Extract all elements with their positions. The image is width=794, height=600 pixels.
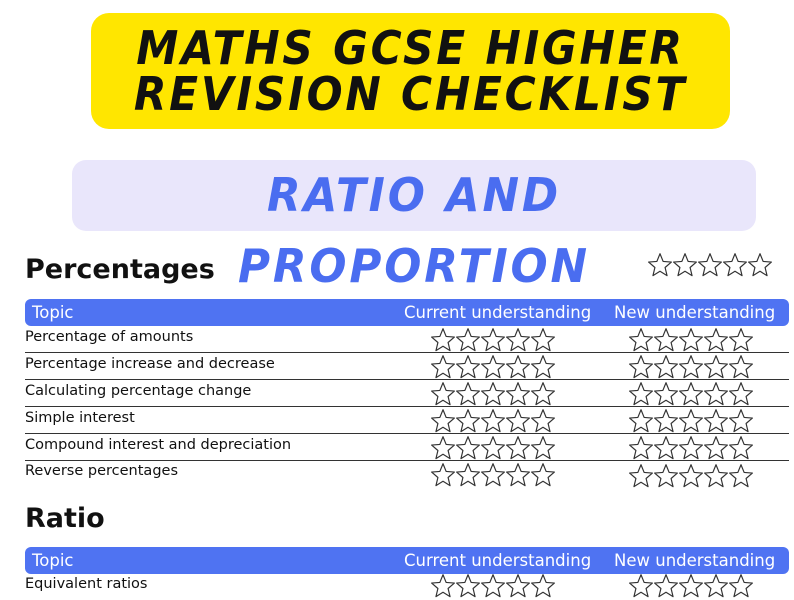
star-outline bbox=[680, 329, 703, 351]
star-outline bbox=[705, 329, 728, 351]
table-row bbox=[25, 353, 789, 380]
star-icon[interactable] bbox=[480, 381, 506, 407]
star-outline bbox=[507, 356, 530, 378]
title-line-2: REVISION CHECKLIST bbox=[133, 67, 688, 121]
table-row bbox=[25, 434, 789, 461]
new-understanding-rating[interactable] bbox=[628, 381, 753, 407]
star-outline bbox=[630, 383, 653, 405]
star-icon[interactable] bbox=[430, 327, 456, 353]
star-icon[interactable] bbox=[480, 327, 506, 353]
star-outline bbox=[432, 383, 455, 405]
star-icon[interactable] bbox=[728, 435, 754, 461]
star-icon[interactable] bbox=[505, 354, 531, 380]
star-icon[interactable] bbox=[703, 463, 729, 489]
current-understanding-rating[interactable] bbox=[430, 435, 555, 461]
header-current-understanding: Current understanding bbox=[404, 551, 592, 570]
star-icon[interactable] bbox=[455, 327, 481, 353]
star-icon[interactable] bbox=[703, 408, 729, 434]
star-icon[interactable] bbox=[455, 354, 481, 380]
star-outline bbox=[532, 410, 555, 432]
current-understanding-rating[interactable] bbox=[430, 408, 555, 434]
star-outline bbox=[680, 465, 703, 487]
star-icon[interactable] bbox=[703, 435, 729, 461]
star-outline bbox=[630, 329, 653, 351]
star-outline bbox=[482, 410, 505, 432]
table-row bbox=[25, 380, 789, 407]
star-outline bbox=[705, 575, 728, 597]
star-outline bbox=[730, 356, 753, 378]
star-outline bbox=[705, 410, 728, 432]
star-icon[interactable] bbox=[505, 408, 531, 434]
star-outline bbox=[630, 465, 653, 487]
star-outline bbox=[730, 329, 753, 351]
star-outline bbox=[532, 383, 555, 405]
star-icon bbox=[697, 252, 723, 278]
star-outline bbox=[432, 464, 455, 486]
star-icon[interactable] bbox=[678, 408, 704, 434]
star-outline bbox=[482, 329, 505, 351]
star-icon[interactable] bbox=[455, 381, 481, 407]
star-outline bbox=[482, 356, 505, 378]
star-outline bbox=[730, 410, 753, 432]
header-topic: Topic bbox=[32, 551, 74, 570]
star-icon[interactable] bbox=[628, 408, 654, 434]
star-icon[interactable] bbox=[530, 462, 556, 488]
star-outline bbox=[482, 464, 505, 486]
star-icon[interactable] bbox=[703, 327, 729, 353]
star-icon[interactable] bbox=[480, 573, 506, 599]
star-outline bbox=[705, 383, 728, 405]
star-outline bbox=[630, 437, 653, 459]
star-icon[interactable] bbox=[505, 327, 531, 353]
star-outline bbox=[432, 329, 455, 351]
star-outline bbox=[730, 575, 753, 597]
star-outline bbox=[674, 254, 697, 276]
star-icon[interactable] bbox=[480, 354, 506, 380]
table-row bbox=[25, 460, 789, 487]
star-outline bbox=[655, 329, 678, 351]
star-outline bbox=[680, 383, 703, 405]
section-title-ratio: Ratio bbox=[25, 503, 105, 534]
rating-legend bbox=[647, 252, 772, 278]
star-outline bbox=[655, 410, 678, 432]
star-icon[interactable] bbox=[480, 435, 506, 461]
star-outline bbox=[730, 383, 753, 405]
star-icon[interactable] bbox=[728, 573, 754, 599]
star-outline bbox=[705, 437, 728, 459]
star-icon[interactable] bbox=[628, 573, 654, 599]
star-icon[interactable] bbox=[430, 354, 456, 380]
star-icon bbox=[747, 252, 773, 278]
star-outline bbox=[507, 383, 530, 405]
star-icon[interactable] bbox=[678, 573, 704, 599]
star-icon[interactable] bbox=[653, 435, 679, 461]
topic-label: Reverse percentages bbox=[25, 463, 178, 479]
star-icon[interactable] bbox=[678, 463, 704, 489]
title-line-1: MATHS GCSE HIGHER bbox=[136, 21, 685, 75]
table-header-percentages bbox=[25, 299, 789, 326]
star-outline bbox=[680, 437, 703, 459]
star-icon[interactable] bbox=[455, 408, 481, 434]
star-icon[interactable] bbox=[430, 573, 456, 599]
star-outline bbox=[432, 356, 455, 378]
star-icon[interactable] bbox=[628, 381, 654, 407]
current-understanding-rating[interactable] bbox=[430, 381, 555, 407]
star-outline bbox=[457, 437, 480, 459]
star-outline bbox=[649, 254, 672, 276]
star-icon[interactable] bbox=[678, 354, 704, 380]
star-outline bbox=[457, 410, 480, 432]
star-outline bbox=[730, 465, 753, 487]
star-outline bbox=[705, 465, 728, 487]
star-icon[interactable] bbox=[653, 408, 679, 434]
new-understanding-rating[interactable] bbox=[628, 435, 753, 461]
star-outline bbox=[532, 464, 555, 486]
star-outline bbox=[507, 410, 530, 432]
title-banner bbox=[91, 13, 730, 129]
new-understanding-rating[interactable] bbox=[628, 408, 753, 434]
star-icon[interactable] bbox=[703, 573, 729, 599]
star-icon[interactable] bbox=[505, 573, 531, 599]
topic-label: Calculating percentage change bbox=[25, 383, 252, 399]
star-outline bbox=[699, 254, 722, 276]
table-row bbox=[25, 326, 789, 353]
star-outline bbox=[532, 356, 555, 378]
star-icon[interactable] bbox=[703, 354, 729, 380]
star-outline bbox=[680, 356, 703, 378]
star-outline bbox=[655, 356, 678, 378]
star-outline bbox=[655, 465, 678, 487]
star-outline bbox=[730, 437, 753, 459]
current-understanding-rating[interactable] bbox=[430, 327, 555, 353]
star-icon[interactable] bbox=[678, 435, 704, 461]
star-icon[interactable] bbox=[480, 408, 506, 434]
star-outline bbox=[457, 464, 480, 486]
star-outline bbox=[680, 410, 703, 432]
star-icon[interactable] bbox=[530, 573, 556, 599]
star-outline bbox=[457, 383, 480, 405]
table-row bbox=[25, 573, 789, 600]
star-icon[interactable] bbox=[430, 381, 456, 407]
new-understanding-rating[interactable] bbox=[628, 327, 753, 353]
star-icon[interactable] bbox=[653, 463, 679, 489]
star-icon[interactable] bbox=[505, 381, 531, 407]
star-icon[interactable] bbox=[728, 408, 754, 434]
new-understanding-rating[interactable] bbox=[628, 354, 753, 380]
topic-label: Simple interest bbox=[25, 410, 135, 426]
star-icon[interactable] bbox=[678, 327, 704, 353]
star-icon[interactable] bbox=[505, 462, 531, 488]
star-icon[interactable] bbox=[653, 327, 679, 353]
star-icon[interactable] bbox=[480, 462, 506, 488]
star-outline bbox=[482, 575, 505, 597]
star-outline bbox=[630, 575, 653, 597]
star-outline bbox=[655, 383, 678, 405]
topic-label: Percentage increase and decrease bbox=[25, 356, 275, 372]
star-outline bbox=[532, 437, 555, 459]
star-icon[interactable] bbox=[455, 435, 481, 461]
new-understanding-rating[interactable] bbox=[628, 463, 753, 489]
current-understanding-rating[interactable] bbox=[430, 573, 555, 599]
star-icon[interactable] bbox=[628, 463, 654, 489]
table-header-ratio bbox=[25, 547, 789, 574]
star-icon[interactable] bbox=[430, 435, 456, 461]
star-icon[interactable] bbox=[530, 354, 556, 380]
star-icon[interactable] bbox=[728, 463, 754, 489]
star-outline bbox=[482, 383, 505, 405]
star-outline bbox=[507, 464, 530, 486]
star-outline bbox=[749, 254, 772, 276]
star-outline bbox=[532, 329, 555, 351]
table-row bbox=[25, 407, 789, 434]
header-current-understanding: Current understanding bbox=[404, 303, 592, 322]
star-outline bbox=[532, 575, 555, 597]
current-understanding-rating[interactable] bbox=[430, 462, 555, 488]
star-icon[interactable] bbox=[530, 435, 556, 461]
star-icon[interactable] bbox=[530, 327, 556, 353]
star-icon[interactable] bbox=[455, 573, 481, 599]
star-outline bbox=[457, 575, 480, 597]
star-icon[interactable] bbox=[728, 354, 754, 380]
star-icon[interactable] bbox=[703, 381, 729, 407]
topic-label: Compound interest and depreciation bbox=[25, 437, 292, 453]
star-icon[interactable] bbox=[653, 381, 679, 407]
header-topic: Topic bbox=[32, 303, 74, 322]
star-icon[interactable] bbox=[628, 354, 654, 380]
header-new-understanding: New understanding bbox=[614, 303, 776, 322]
star-outline bbox=[457, 329, 480, 351]
star-outline bbox=[655, 575, 678, 597]
star-outline bbox=[507, 575, 530, 597]
star-icon[interactable] bbox=[430, 408, 456, 434]
star-outline bbox=[705, 356, 728, 378]
section-title-percentages: Percentages bbox=[25, 254, 215, 285]
star-outline bbox=[507, 437, 530, 459]
star-icon[interactable] bbox=[530, 381, 556, 407]
star-icon[interactable] bbox=[455, 462, 481, 488]
star-icon[interactable] bbox=[530, 408, 556, 434]
header-new-understanding: New understanding bbox=[614, 551, 776, 570]
topic-label: Equivalent ratios bbox=[25, 576, 148, 592]
topic-label: Percentage of amounts bbox=[25, 329, 194, 345]
star-icon bbox=[722, 252, 748, 278]
star-outline bbox=[655, 437, 678, 459]
star-outline bbox=[680, 575, 703, 597]
star-outline bbox=[432, 410, 455, 432]
star-outline bbox=[630, 356, 653, 378]
star-icon[interactable] bbox=[505, 435, 531, 461]
new-understanding-rating[interactable] bbox=[628, 573, 753, 599]
star-icon[interactable] bbox=[430, 462, 456, 488]
star-icon[interactable] bbox=[678, 381, 704, 407]
star-icon[interactable] bbox=[728, 327, 754, 353]
subtitle: RATIO AND PROPORTION bbox=[237, 168, 590, 293]
current-understanding-rating[interactable] bbox=[430, 354, 555, 380]
star-outline bbox=[432, 437, 455, 459]
star-icon[interactable] bbox=[728, 381, 754, 407]
star-outline bbox=[457, 356, 480, 378]
star-outline bbox=[482, 437, 505, 459]
star-icon[interactable] bbox=[628, 435, 654, 461]
star-outline bbox=[724, 254, 747, 276]
star-icon[interactable] bbox=[653, 354, 679, 380]
star-icon[interactable] bbox=[653, 573, 679, 599]
star-icon bbox=[647, 252, 673, 278]
star-outline bbox=[432, 575, 455, 597]
star-icon[interactable] bbox=[628, 327, 654, 353]
star-outline bbox=[630, 410, 653, 432]
star-outline bbox=[507, 329, 530, 351]
star-icon bbox=[672, 252, 698, 278]
